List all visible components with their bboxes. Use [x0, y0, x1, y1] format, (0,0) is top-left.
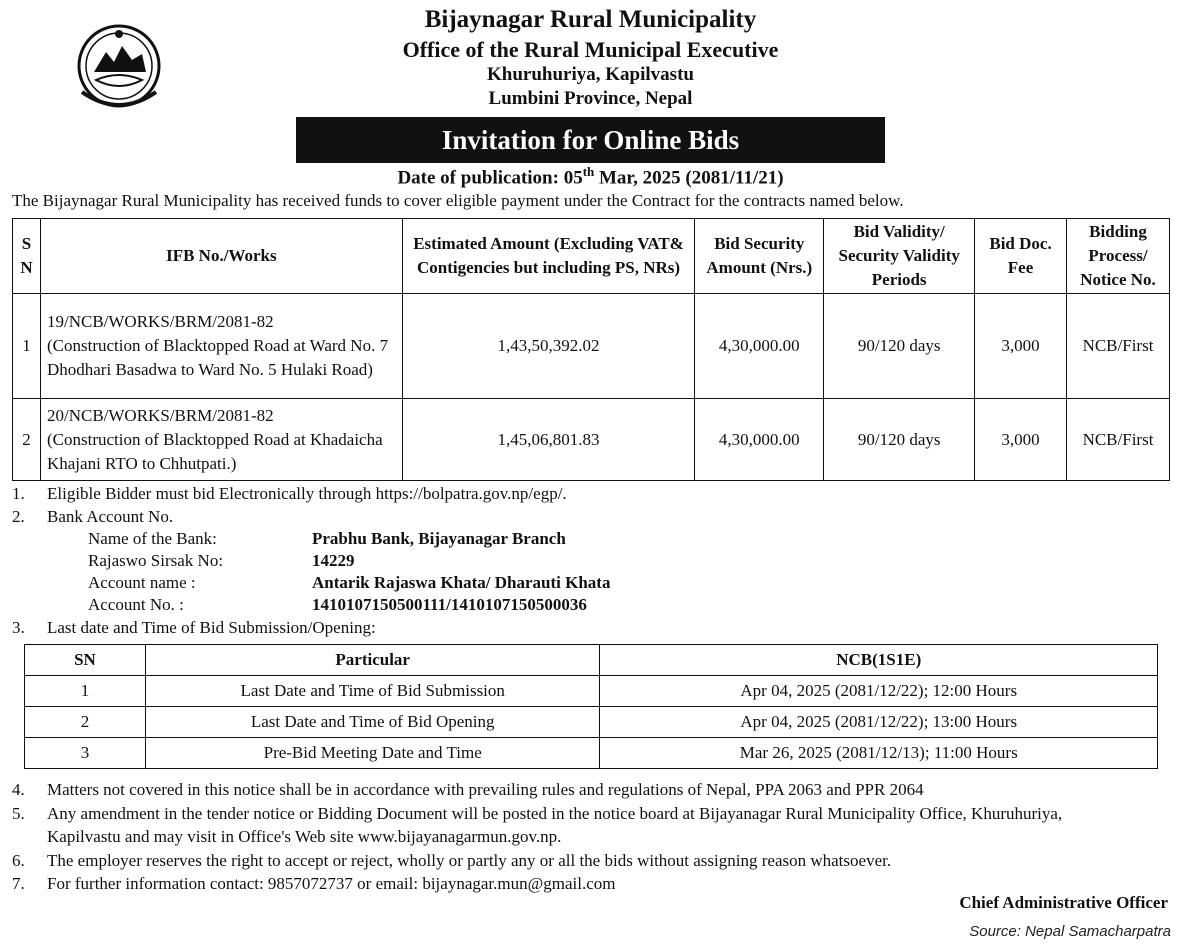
- municipality-name: Bijaynagar Rural Municipality: [424, 6, 757, 33]
- row-works: 19/NCB/WORKS/BRM/2081-82 (Construction of Blacktopped Road at Ward No. 7 Dhodhari Basadwa to Ward No. 5 Hulaki Road): [40, 294, 402, 399]
- row-sn: 2: [13, 399, 41, 481]
- sched-value: Mar 26, 2025 (2081/12/13); 11:00 Hours: [600, 738, 1158, 769]
- bank-account-no-line: Account No. : 1410107150500111/1410107150500036: [88, 595, 587, 614]
- row-validity: 90/120 days: [824, 294, 975, 399]
- row-estimate: 1,43,50,392.02: [402, 294, 695, 399]
- note-5: 5. Any amendment in the tender notice or Bidding Document will be posted in the notice board at Bijayanagar Rural Municipality Office, Khuruhuriya,: [12, 804, 1063, 823]
- row-works: 20/NCB/WORKS/BRM/2081-82 (Construction of Blacktopped Road at Khadaicha Khajani RTO to Chhutpati.): [40, 399, 402, 481]
- table-row: [25, 676, 1158, 707]
- sched-particular: Last Date and Time of Bid Submission: [145, 676, 600, 707]
- row-validity: 90/120 days: [824, 399, 975, 481]
- note-7: 7. For further information contact: 9857072737 or email: bijaynagar.mun@gmail.com: [12, 874, 616, 893]
- table-row: [25, 707, 1158, 738]
- col-header-sn: S N: [13, 219, 41, 294]
- note-3: 3. Last date and Time of Bid Submission/Opening:: [12, 618, 376, 637]
- sched-sn: 3: [25, 738, 146, 769]
- province-line: Lumbini Province, Nepal: [488, 88, 693, 109]
- sched-sn: 2: [25, 707, 146, 738]
- row-process: NCB/First: [1067, 399, 1170, 481]
- row-process: NCB/First: [1067, 294, 1170, 399]
- row-fee: 3,000: [975, 294, 1067, 399]
- sched-value: Apr 04, 2025 (2081/12/22); 12:00 Hours: [600, 676, 1158, 707]
- table-row: [13, 294, 1170, 399]
- row-security: 4,30,000.00: [695, 294, 824, 399]
- notice-title: Invitation for Online Bids: [296, 117, 885, 163]
- sched-sn: 1: [25, 676, 146, 707]
- intro-text: The Bijaynagar Rural Municipality has received funds to cover eligible payment under the Contract for the contracts named below.: [12, 191, 904, 210]
- table-row: [13, 399, 1170, 481]
- note-4: 4. Matters not covered in this notice shall be in accordance with prevailing rules and regulations of Nepal, PPA 2063 and PPR 2064: [12, 780, 924, 799]
- source-credit: Source: Nepal Samacharpatra: [969, 923, 1171, 940]
- bids-table: [12, 218, 1170, 481]
- note-6: 6. The employer reserves the right to accept or reject, wholly or partly any or all the bids without assigning reason whatsoever.: [12, 851, 892, 870]
- bank-account-name-line: Account name : Antarik Rajaswa Khata/ Dharauti Khata: [88, 573, 611, 592]
- sched-header-ncb: NCB(1S1E): [600, 645, 1158, 676]
- row-estimate: 1,45,06,801.83: [402, 399, 695, 481]
- schedule-table: [24, 644, 1158, 769]
- bank-sirsak-line: Rajaswo Sirsak No: 14229: [88, 551, 355, 570]
- sched-header-particular: Particular: [145, 645, 600, 676]
- bank-name-line: Name of the Bank: Prabhu Bank, Bijayanagar Branch: [88, 529, 566, 548]
- col-header-security: Bid Security Amount (Nrs.): [695, 219, 824, 294]
- col-header-process: Bidding Process/ Notice No.: [1067, 219, 1170, 294]
- office-location: Khuruhuriya, Kapilvastu: [487, 64, 694, 85]
- note-5-continued: Kapilvastu and may visit in Office's Web site www.bijayanagarmun.gov.np.: [47, 827, 562, 846]
- sched-particular: Pre-Bid Meeting Date and Time: [145, 738, 600, 769]
- signature-title: Chief Administrative Officer: [959, 893, 1168, 912]
- col-header-estimate: Estimated Amount (Excluding VAT& Contigencies but including PS, NRs): [402, 219, 695, 294]
- bids-header-row: [13, 219, 1170, 294]
- col-header-ifb: IFB No./Works: [40, 219, 402, 294]
- col-header-fee: Bid Doc. Fee: [975, 219, 1067, 294]
- sched-header-sn: SN: [25, 645, 146, 676]
- sched-value: Apr 04, 2025 (2081/12/22); 13:00 Hours: [600, 707, 1158, 738]
- schedule-header-row: [25, 645, 1158, 676]
- row-security: 4,30,000.00: [695, 399, 824, 481]
- publication-date: Date of publication: 05th Mar, 2025 (2081/11/21): [397, 164, 784, 189]
- row-fee: 3,000: [975, 399, 1067, 481]
- col-header-validity: Bid Validity/ Security Validity Periods: [824, 219, 975, 294]
- note-1: 1. Eligible Bidder must bid Electronically through https://bolpatra.gov.np/egp/.: [12, 484, 567, 503]
- office-name: Office of the Rural Municipal Executive: [402, 37, 779, 62]
- row-sn: 1: [13, 294, 41, 399]
- note-2: 2. Bank Account No.: [12, 507, 174, 526]
- table-row: [25, 738, 1158, 769]
- sched-particular: Last Date and Time of Bid Opening: [145, 707, 600, 738]
